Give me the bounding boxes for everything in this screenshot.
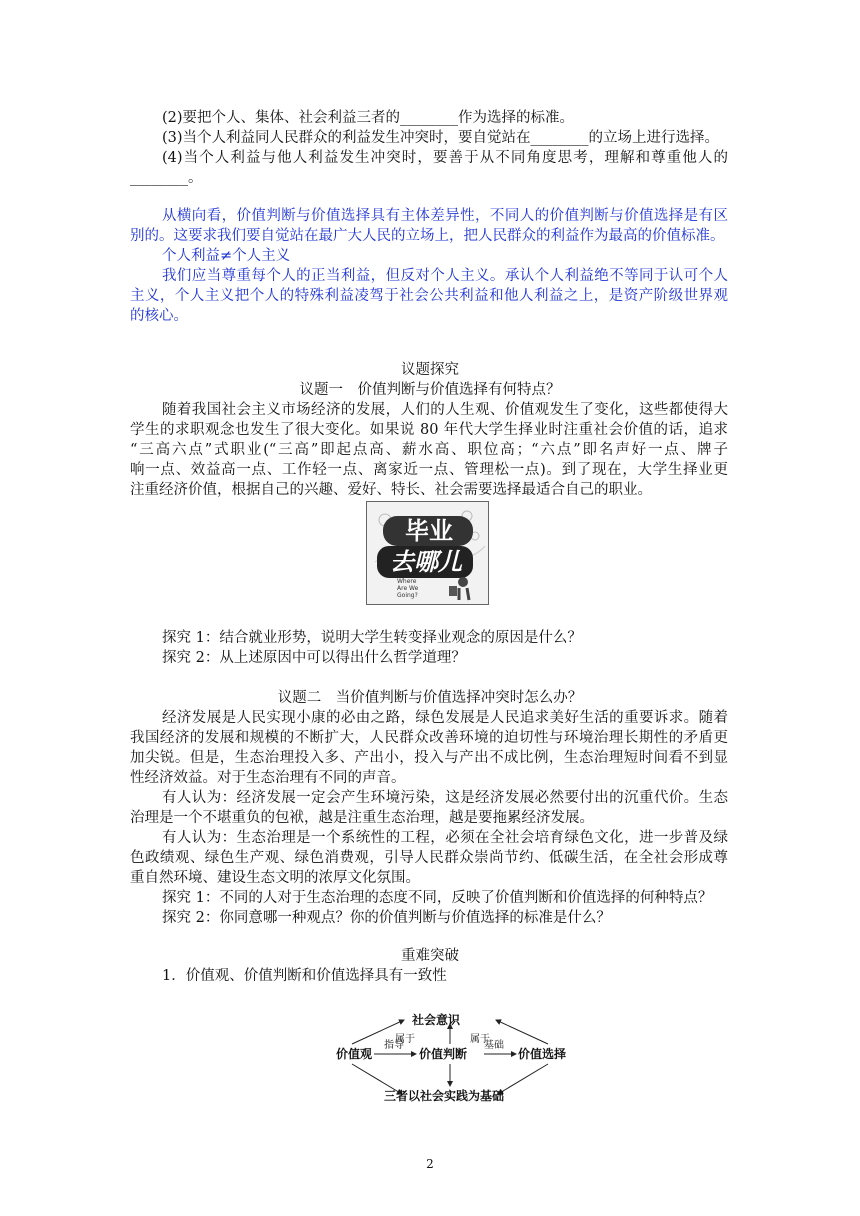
note-para2-line2: 主义，个人主义把个人的特殊利益凌驾于社会公共利益和他人利益之上，是资产阶级世界观 — [130, 288, 728, 304]
diagram-node-social-practice: 三者以社会实践为基础 — [384, 1089, 505, 1103]
topic-1-title: 议题一 价值判断与价值选择有何特点？ — [299, 382, 561, 398]
note-subtitle: 个人利益≠个人主义 — [162, 248, 291, 264]
key-point-1: 1．价值观、价值判断和价值选择具有一致性 — [162, 968, 447, 984]
topic-2-p2-line1: 有人认为：经济发展一定会产生环境污染，这是经济发展必然要付出的沉重代价。生态 — [162, 790, 728, 806]
diagram-label-guide: 指导 — [384, 1040, 404, 1051]
diagram-node-value-judgment: 价值判断 — [419, 1047, 468, 1061]
arrow-right-to-bottom — [498, 1064, 548, 1094]
topic-2-question-1: 探究 1：不同的人对于生态治理的态度不同，反映了价值判断和价值选择的何种特点？ — [162, 890, 713, 906]
list-item-2: (2)要把个人、集体、社会利益三者的________作为选择的标准。 — [162, 110, 575, 126]
note-para1-line2: 别的。这要求我们要自觉站在最广大人民的立场上，把人民群众的利益作为最高的价值标准。 — [130, 228, 725, 244]
topic-1-para-line1: 随着我国社会主义市场经济的发展，人们的人生观、价值观发生了变化，这些都使得大 — [162, 402, 728, 418]
topic-2-title: 议题二 当价值判断与价值选择冲突时怎么办？ — [277, 690, 583, 706]
section-heading-inquiry: 议题探究 — [401, 362, 459, 378]
topic-1-para-line5: 注重经济价值，根据自己的兴趣、爱好、特长、社会需要选择最适合自己的职业。 — [130, 482, 652, 498]
topic-2-question-2: 探究 2：你同意哪一种观点？你的价值判断与价值选择的标准是什么？ — [162, 910, 611, 926]
note-para1-line1: 从横向看，价值判断与价值选择具有主体差异性，不同人的价值判断与价值选择是有区 — [162, 208, 728, 224]
list-item-3: (3)当个人利益同人民群众的利益发生冲突时，要自觉站在________的立场上进行选择。 — [162, 130, 720, 146]
banner-english-line2: Are We — [397, 585, 419, 592]
banner-english-line3: Going? — [397, 592, 418, 599]
diagram-node-values: 价值观 — [336, 1047, 373, 1061]
topic-2-p1-line3: 加尖锐。但是，生态治理投入多、产出小，投入与产出不成比例，生态治理短时间看不到显 — [130, 750, 728, 766]
graduation-banner-image — [366, 501, 489, 605]
topic-2-p1-line1: 经济发展是人民实现小康的必由之路，绿色发展是人民追求美好生活的重要诉求。随着 — [162, 710, 728, 726]
list-item-4-line2: ________。 — [130, 170, 203, 186]
diagram-label-basis: 基础 — [484, 1040, 504, 1051]
diagram-node-value-choice: 价值选择 — [518, 1047, 567, 1061]
topic-2-p3-line2: 色政绩观、绿色生产观、绿色消费观，引导人民群众崇尚节约、低碳生活，在全社会形成尊 — [130, 850, 728, 866]
topic-2-p3-line1: 有人认为：生态治理是一个系统性的工程，必须在全社会培育绿色文化，进一步普及绿 — [162, 830, 728, 846]
diagram-node-social-consciousness: 社会意识 — [412, 1013, 461, 1027]
list-item-4-line1: (4)当个人利益与他人利益发生冲突时，要善于从不同角度思考，理解和尊重他人的 — [162, 150, 728, 166]
diagram-label-belong-right: 属于 — [470, 1034, 490, 1045]
note-para2-line3: 的核心。 — [130, 308, 188, 324]
topic-1-question-2: 探究 2：从上述原因中可以得出什么哲学道理？ — [162, 650, 466, 666]
topic-1-para-line4: 响一点、效益高一点、工作轻一点、离家近一点、管理松一点)。到了现在，大学生择业更 — [130, 462, 728, 478]
topic-2-p3-line3: 重自然环境、建设生态文明的浓厚文化氛围。 — [130, 870, 420, 886]
topic-2-p1-line2: 我国经济的发展和规模的不断扩大，人民群众改善环境的迫切性与环境治理长期性的矛盾更 — [130, 730, 728, 746]
section-heading-key-points: 重难突破 — [401, 948, 459, 964]
diagram-label-belong-left: 属于 — [395, 1034, 415, 1045]
topic-1-para-line2: 学生的求职观念也发生了很大变化。如果说 80 年代大学生择业时注重社会价值的话，追求 — [130, 422, 728, 438]
banner-title-line1: 毕业 — [405, 517, 453, 545]
topic-2-p2-line2: 治理是一个不堪重负的包袱，越是注重生态治理，越是要拖累经济发展。 — [130, 810, 594, 826]
topic-1-para-line3: “三高六点”式职业(“三高”即起点高、薪水高、职位高；“六点”即名声好一点、牌子 — [130, 442, 728, 458]
banner-english-text — [397, 578, 418, 599]
banner-title-line2: 去哪儿 — [390, 548, 462, 576]
page-number: 2 — [426, 1157, 434, 1171]
topic-1-question-1: 探究 1：结合就业形势，说明大学生转变择业观念的原因是什么？ — [162, 630, 582, 646]
note-para2-line1: 我们应当尊重每个人的正当利益，但反对个人主义。承认个人利益绝不等同于认可个人 — [162, 268, 728, 284]
topic-2-p1-line4: 性经济效益。对于生态治理有不同的声音。 — [130, 770, 406, 786]
banner-english-line1: Where — [397, 578, 417, 585]
